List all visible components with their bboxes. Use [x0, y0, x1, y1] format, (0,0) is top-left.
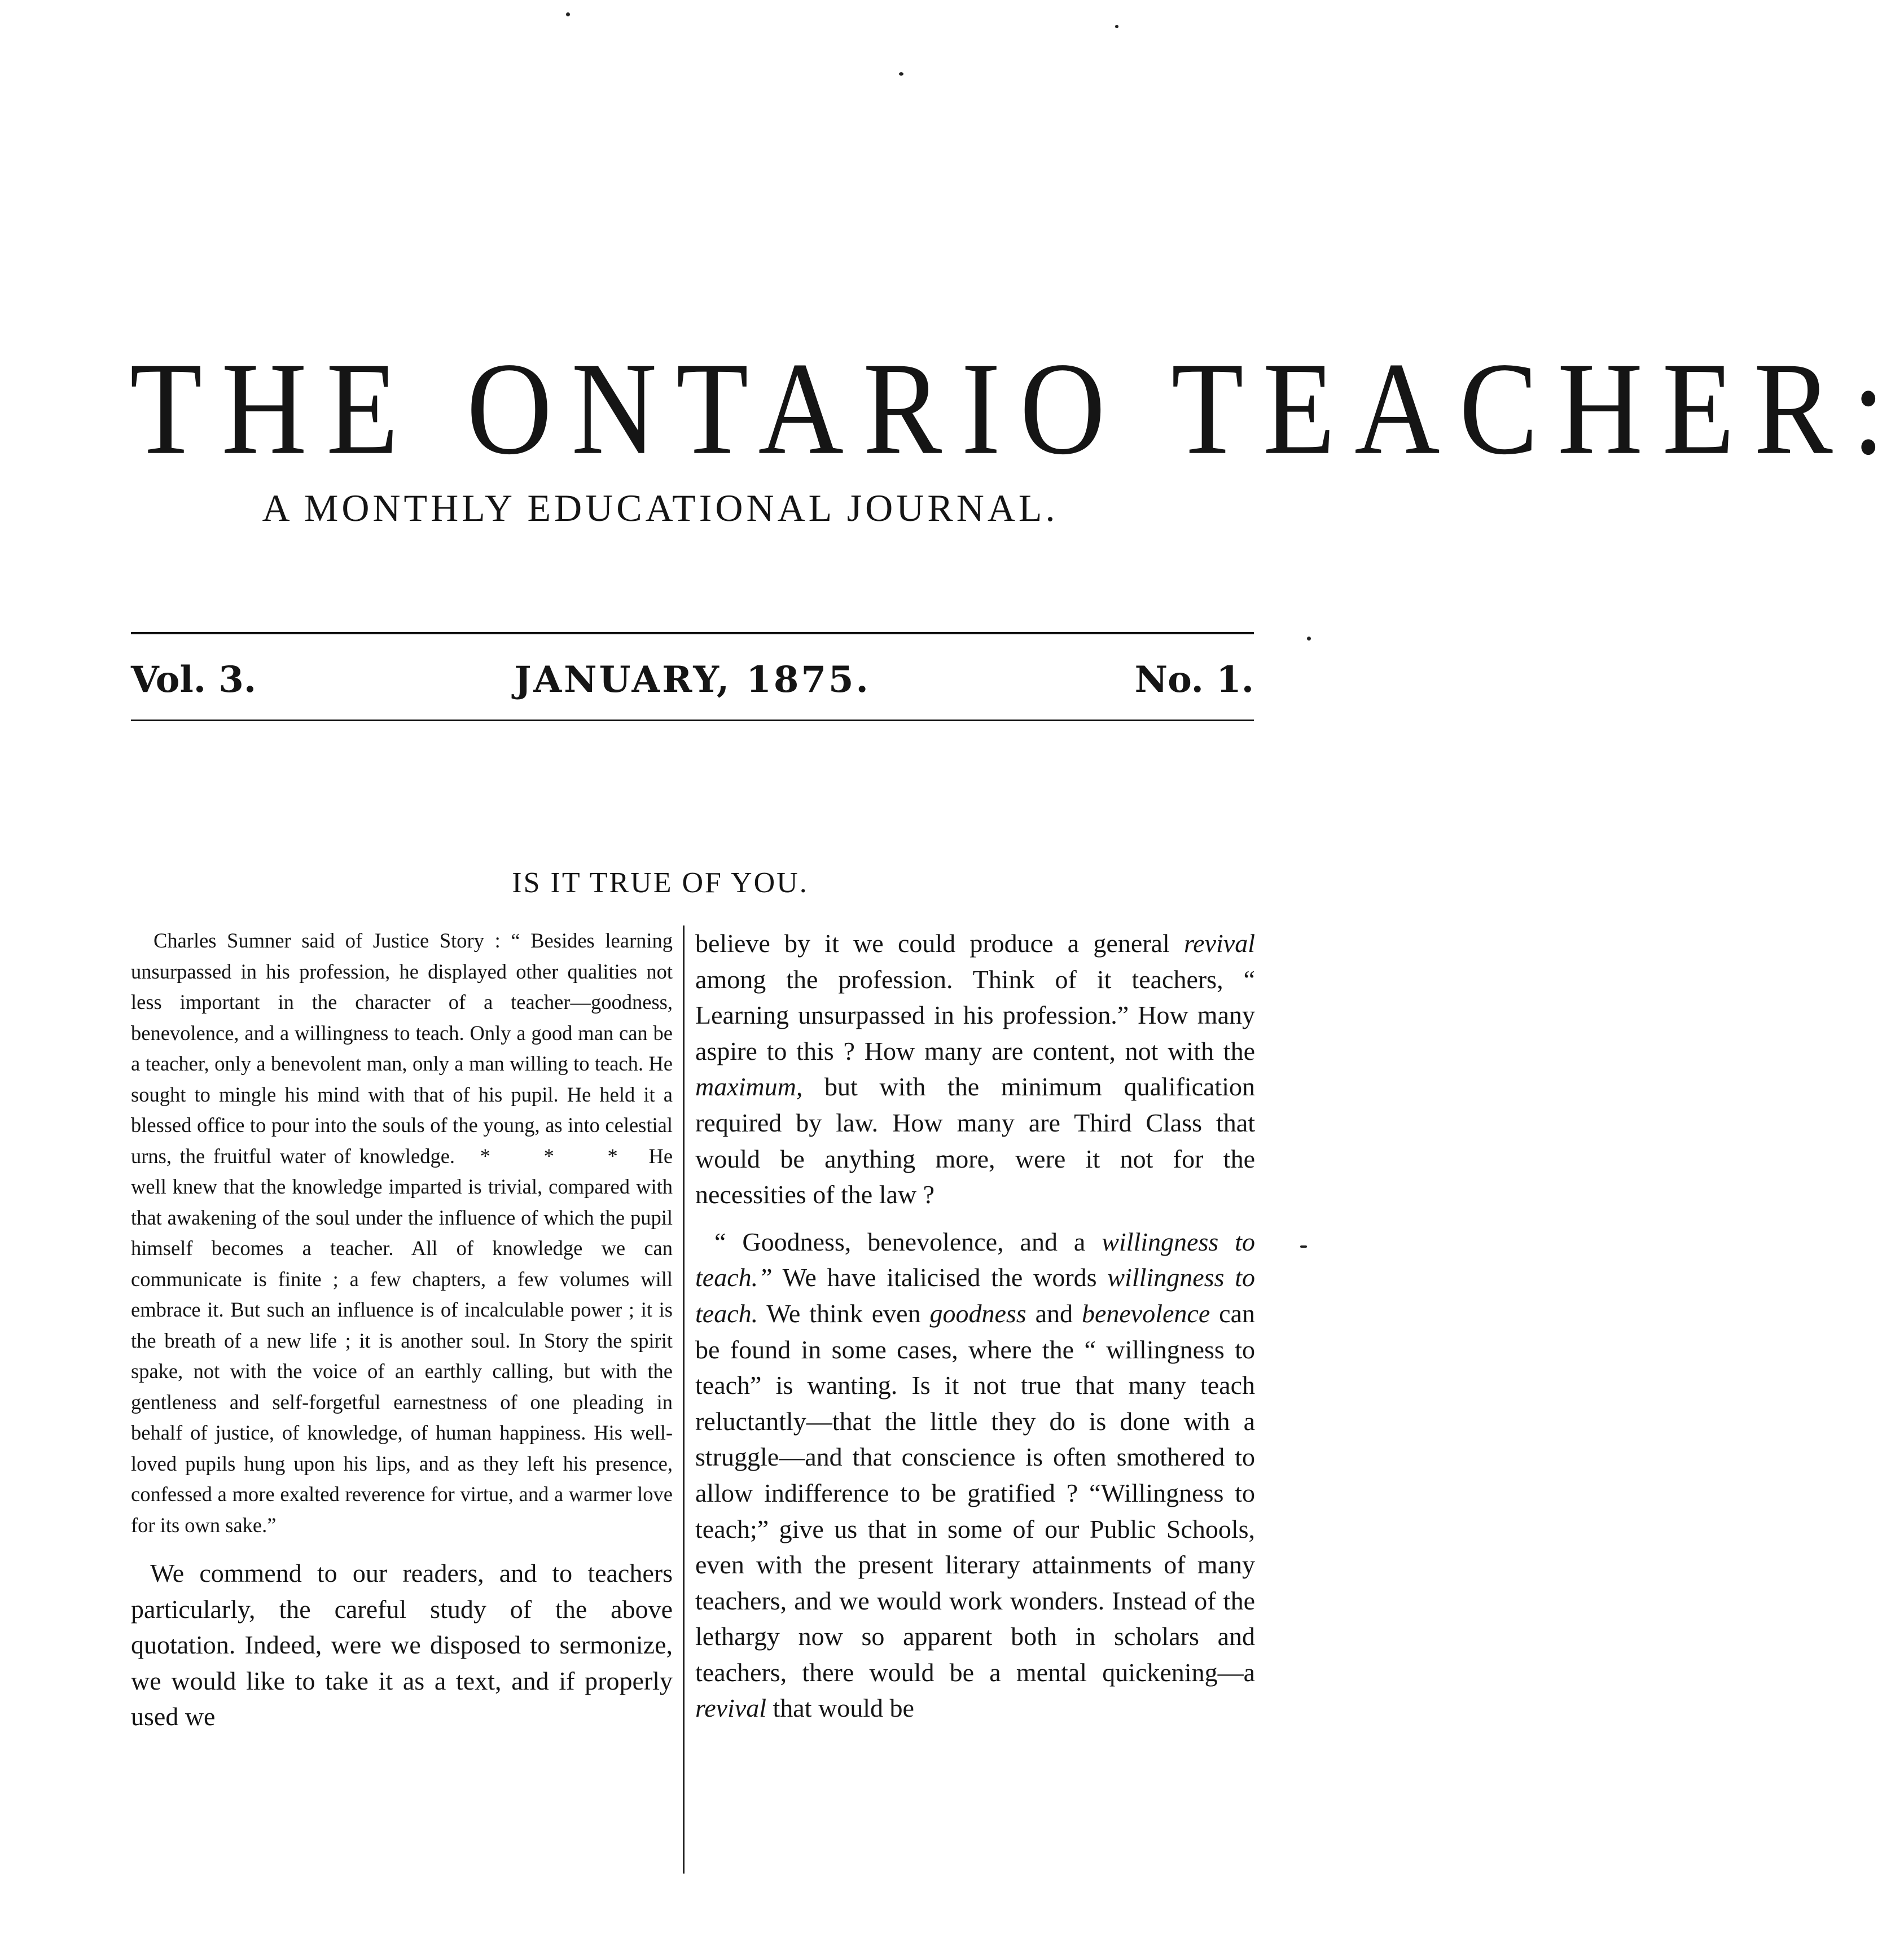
text-run: can be found in some cases, where the “ willingness to teach” is wanting. Is it not true that many teach reluctantly—that the little they do is done with a struggle—and that conscience is often smothered to allow indifference to be gratified ? “Willingness to teach;” give us that in some of our Public Schools, even with the present literary attainments of many teachers, and we would work wonders. Instead of the lethargy now so apparent both in scholars and teachers, there would be a mental quickening—a [695, 1299, 1255, 1687]
dateline [131, 655, 1254, 705]
scan-speck [1115, 25, 1118, 28]
text-run: “ Goodness, benevolence, and a [714, 1227, 1102, 1256]
column-divider [683, 925, 685, 1874]
willingness-paragraph [695, 1224, 1255, 1726]
issue-number: No. 1. [1134, 659, 1254, 701]
quote-text-1: Charles Sumner said of Justice Story : “ Besides learning unsurpassed in his profession, he displayed other qualities not less important in the character of a teacher—goodness, benevolence, and a willingness to teach. Only a good man can be a teacher, only a benevolent man, only a man willing to teach. He sought to mingle his mind with that of his pupil. He held it a blessed office to pour into the souls of the young, as into celestial urns, the fruitful water of knowledge. [131, 929, 673, 1168]
text-run: but with the minimum qualification required by law. How many are Third Class that would be anything more, were it not for the necessities of the law ? [695, 1072, 1255, 1209]
scan-speck [899, 72, 903, 76]
ellipsis-stars: * * * [480, 1144, 640, 1168]
commentary-paragraph: We commend to our readers, and to teachers particularly, the careful study of the above quotation. Indeed, were we disposed to sermonize, we would like to take it as a text, and if properly used we [131, 1559, 673, 1731]
right-column [695, 925, 1255, 1726]
article-title: IS IT TRUE OF YOU. [512, 867, 809, 899]
italic-run: revival [695, 1694, 767, 1723]
scan-speck [566, 12, 570, 16]
italic-run: willingness to teach.” [695, 1227, 1255, 1292]
scan-speck [1307, 637, 1311, 641]
italic-run: maximum, [695, 1072, 803, 1102]
text-run: We have italicised the words [772, 1263, 1108, 1292]
top-rule [131, 632, 1254, 634]
journal-title: THE ONTARIO TEACHER: [130, 335, 1904, 482]
sumner-quote [131, 925, 673, 1541]
text-run: We think even [758, 1299, 930, 1328]
scan-speck [1300, 1245, 1307, 1248]
text-run: and [1026, 1299, 1082, 1328]
revival-paragraph [695, 925, 1255, 1213]
left-column [131, 925, 673, 1735]
issue-date: JANUARY, 1875. [514, 659, 871, 701]
bottom-rule [131, 720, 1254, 721]
text-run: believe by it we could produce a general [695, 929, 1184, 958]
italic-run: revival [1183, 929, 1255, 958]
quote-text-2: He well knew that the knowledge imparted is trivial, compared with that awakening of the soul under the influence of which the pupil himself becomes a teacher. All of knowledge we can communicate is finite ; a few chapters, a few volumes will embrace it. But such an influence is of incalculable power ; it is the breath of a new life ; it is another soul. In Story the spirit spake, not with the voice of an earthly calling, but with the gentleness and self-forgetful earnestness of one pleading in behalf of justice, of knowledge, of human happiness. His well-loved pupils hung upon his lips, and as they left his presence, confessed a more exalted reverence for virtue, and a warmer love for its own sake.” [131, 1144, 673, 1537]
volume-label: Vol. 3. [131, 659, 257, 701]
italic-run: goodness [929, 1299, 1026, 1328]
text-run: that would be [766, 1694, 914, 1723]
italic-run: benevolence [1081, 1299, 1210, 1328]
text-run: among the profession. Think of it teachers, “ Learning unsurpassed in his profession.” How many aspire to this ? How many are content, not with the [695, 964, 1255, 1065]
italic-run: willingness to teach. [695, 1263, 1255, 1328]
journal-subtitle: A MONTHLY EDUCATIONAL JOURNAL. [262, 486, 1059, 529]
